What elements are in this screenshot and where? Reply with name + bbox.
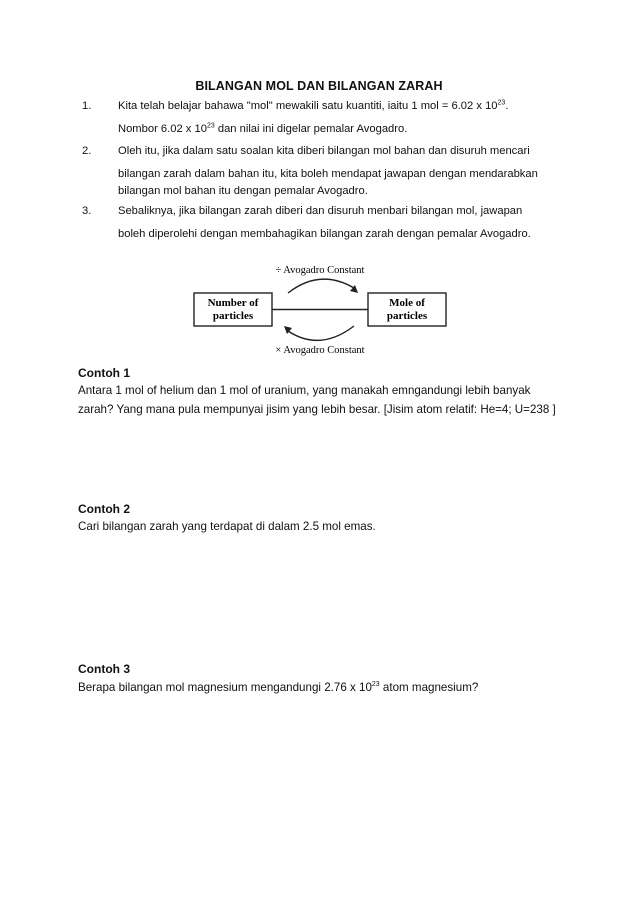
item-text-line: bilangan mol bahan itu dengan pemalar Avogadro. — [118, 185, 368, 197]
page-title: BILANGAN MOL DAN BILANGAN ZARAH — [195, 79, 443, 93]
right-box-label-line2: particles — [386, 310, 428, 322]
list-number: 3. — [82, 205, 92, 217]
text-fragment: . — [505, 100, 509, 112]
text-fragment: Kita telah belajar bahawa "mol" mewakili satu kuantiti, iaitu 1 mol = 6.02 x 10 — [118, 100, 498, 112]
example-3-line — [78, 681, 478, 694]
example-1-line: zarah? Yang mana pula mempunyai jisim yang lebih besar. [Jisim atom relatif: He=4; U=238 ] — [78, 403, 556, 416]
top-operation-label: ÷ Avogadro Constant — [275, 265, 365, 276]
item-text-line: boleh diperolehi dengan membahagikan bilangan zarah dengan pemalar Avogadro. — [118, 228, 531, 240]
item-text-line — [118, 123, 407, 135]
item-text-line: Sebaliknya, jika bilangan zarah diberi dan disuruh menbari bilangan mol, jawapan — [118, 205, 523, 217]
example-1-line: Antara 1 mol of helium dan 1 mol of uranium, yang manakah emngandungi lebih banyak — [78, 384, 531, 397]
list-number: 1. — [82, 100, 92, 112]
item-text-line — [118, 100, 508, 112]
bottom-operation-label: × Avogadro Constant — [275, 345, 365, 356]
superscript-exponent: 23 — [206, 122, 215, 130]
item-text-line: Oleh itu, jika dalam satu soalan kita diberi bilangan mol bahan dan disuruh mencari — [118, 145, 530, 157]
avogadro-conversion-diagram — [192, 260, 448, 360]
text-fragment: dan nilai ini digelar pemalar Avogadro. — [214, 123, 408, 135]
superscript-exponent: 23 — [371, 681, 380, 689]
text-fragment: Berapa bilangan mol magnesium mengandungi 2.76 x 10 — [78, 681, 372, 694]
example-2-line: Cari bilangan zarah yang terdapat di dalam 2.5 mol emas. — [78, 520, 376, 533]
example-1-title: Contoh 1 — [78, 366, 130, 380]
superscript-exponent: 23 — [497, 99, 506, 107]
text-fragment: atom magnesium? — [379, 681, 479, 694]
left-box-label-line2: particles — [212, 310, 254, 322]
item-text-line: bilangan zarah dalam bahan itu, kita boleh mendapat jawapan dengan mendarabkan — [118, 168, 538, 180]
example-3-title: Contoh 3 — [78, 662, 130, 676]
example-2-title: Contoh 2 — [78, 502, 130, 516]
lower-arc — [288, 326, 354, 340]
upper-arc — [288, 279, 354, 293]
list-number: 2. — [82, 145, 92, 157]
right-box-label-line1: Mole of — [389, 297, 425, 309]
left-box-label-line1: Number of — [207, 297, 259, 309]
text-fragment: Nombor 6.02 x 10 — [118, 123, 207, 135]
